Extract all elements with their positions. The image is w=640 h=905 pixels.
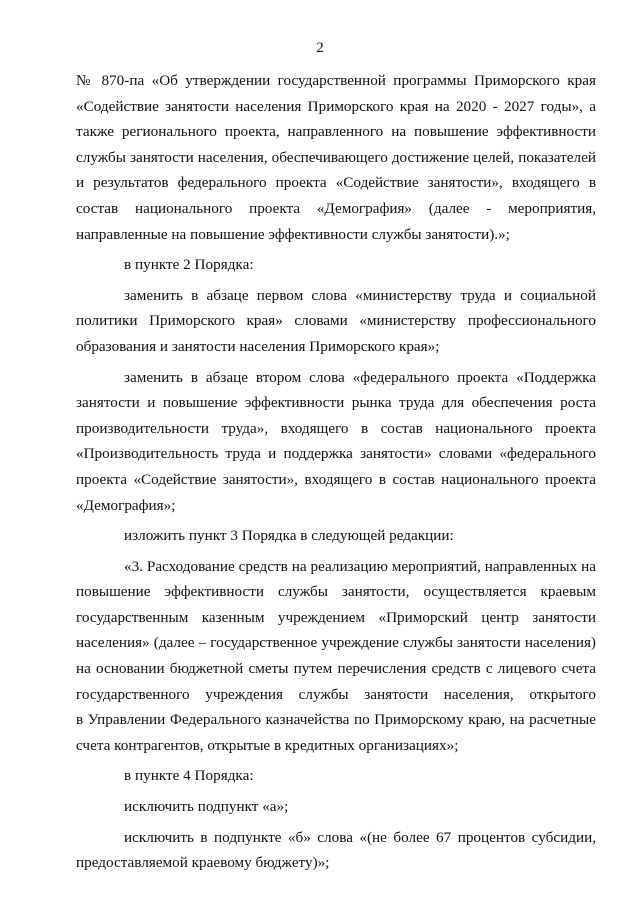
text-line: государственным казенным учреждением «Приморский центр занятости	[76, 608, 596, 626]
text-line: и результатов федерального проекта «Содействие занятости», входящего в	[76, 174, 596, 192]
paragraph	[76, 554, 596, 759]
text-line: «Производительность труда и поддержка занятости» словами «федерального	[76, 445, 596, 463]
paragraph	[76, 763, 596, 789]
text-line: службы занятости населения, обеспечивающего достижение целей, показателей	[76, 148, 596, 166]
text-line: «Содействие занятости населения Приморского края на 2020 - 2027 годы», а	[76, 97, 596, 115]
text-line: «Демография»;	[76, 496, 176, 514]
text-line: «3. Расходование средств на реализацию мероприятий, направленных на	[124, 557, 596, 575]
paragraph	[76, 523, 596, 549]
text-line: предоставляемой краевому бюджету)»;	[76, 854, 330, 872]
paragraph	[76, 365, 596, 519]
text-line: государственного учреждения службы занятости населения, открытого	[76, 685, 596, 703]
text-line: в пункте 2 Порядка:	[124, 256, 254, 274]
text-line: исключить подпункт «а»;	[124, 798, 289, 816]
paragraph	[76, 283, 596, 360]
text-line: изложить пункт 3 Порядка в следующей редакции:	[124, 527, 454, 545]
text-line: счета контрагентов, открытые в кредитных организациях»;	[76, 736, 459, 754]
paragraph	[76, 252, 596, 278]
text-line: также регионального проекта, направленного на повышение эффективности	[76, 123, 596, 141]
text-line: заменить в абзаце первом слова «министерству труда и социальной	[124, 286, 596, 304]
paragraph	[76, 825, 596, 876]
text-line: № 870-па «Об утверждении государственной программы Приморского края	[76, 72, 596, 89]
paragraph	[76, 794, 596, 820]
text-line: политики Приморского края» словами «министерству профессионального	[76, 312, 596, 330]
text-line: на основании бюджетной сметы путем перечисления средств с лицевого счета	[76, 660, 596, 678]
text-line: образования и занятости населения Приморского края»;	[76, 337, 440, 355]
text-line: заменить в абзаце втором слова «федерального проекта «Поддержка	[124, 368, 596, 386]
paragraph	[76, 68, 596, 247]
text-line: в Управлении Федерального казначейства по Приморскому краю, на расчетные	[76, 711, 596, 729]
text-line: производительности труда», входящего в состав национального проекта	[76, 419, 596, 437]
text-line: исключить в подпункте «б» слова «(не более 67 процентов субсидии,	[124, 828, 596, 846]
text-line: населения» (далее – государственное учреждение службы занятости населения)	[76, 634, 596, 652]
text-line: повышение эффективности службы занятости, осуществляется краевым	[76, 583, 596, 601]
text-line: состав национального проекта «Демография» (далее - мероприятия,	[76, 199, 596, 217]
text-line: проекта «Содействие занятости», входящего в состав национального проекта	[76, 470, 596, 488]
document-body	[76, 68, 596, 876]
text-line: направленные на повышение эффективности службы занятости).»;	[76, 225, 510, 243]
text-line: в пункте 4 Порядка:	[124, 767, 254, 785]
text-line: занятости и повышение эффективности рынка труда для обеспечения роста	[76, 394, 596, 412]
page-number: 2	[316, 40, 324, 56]
